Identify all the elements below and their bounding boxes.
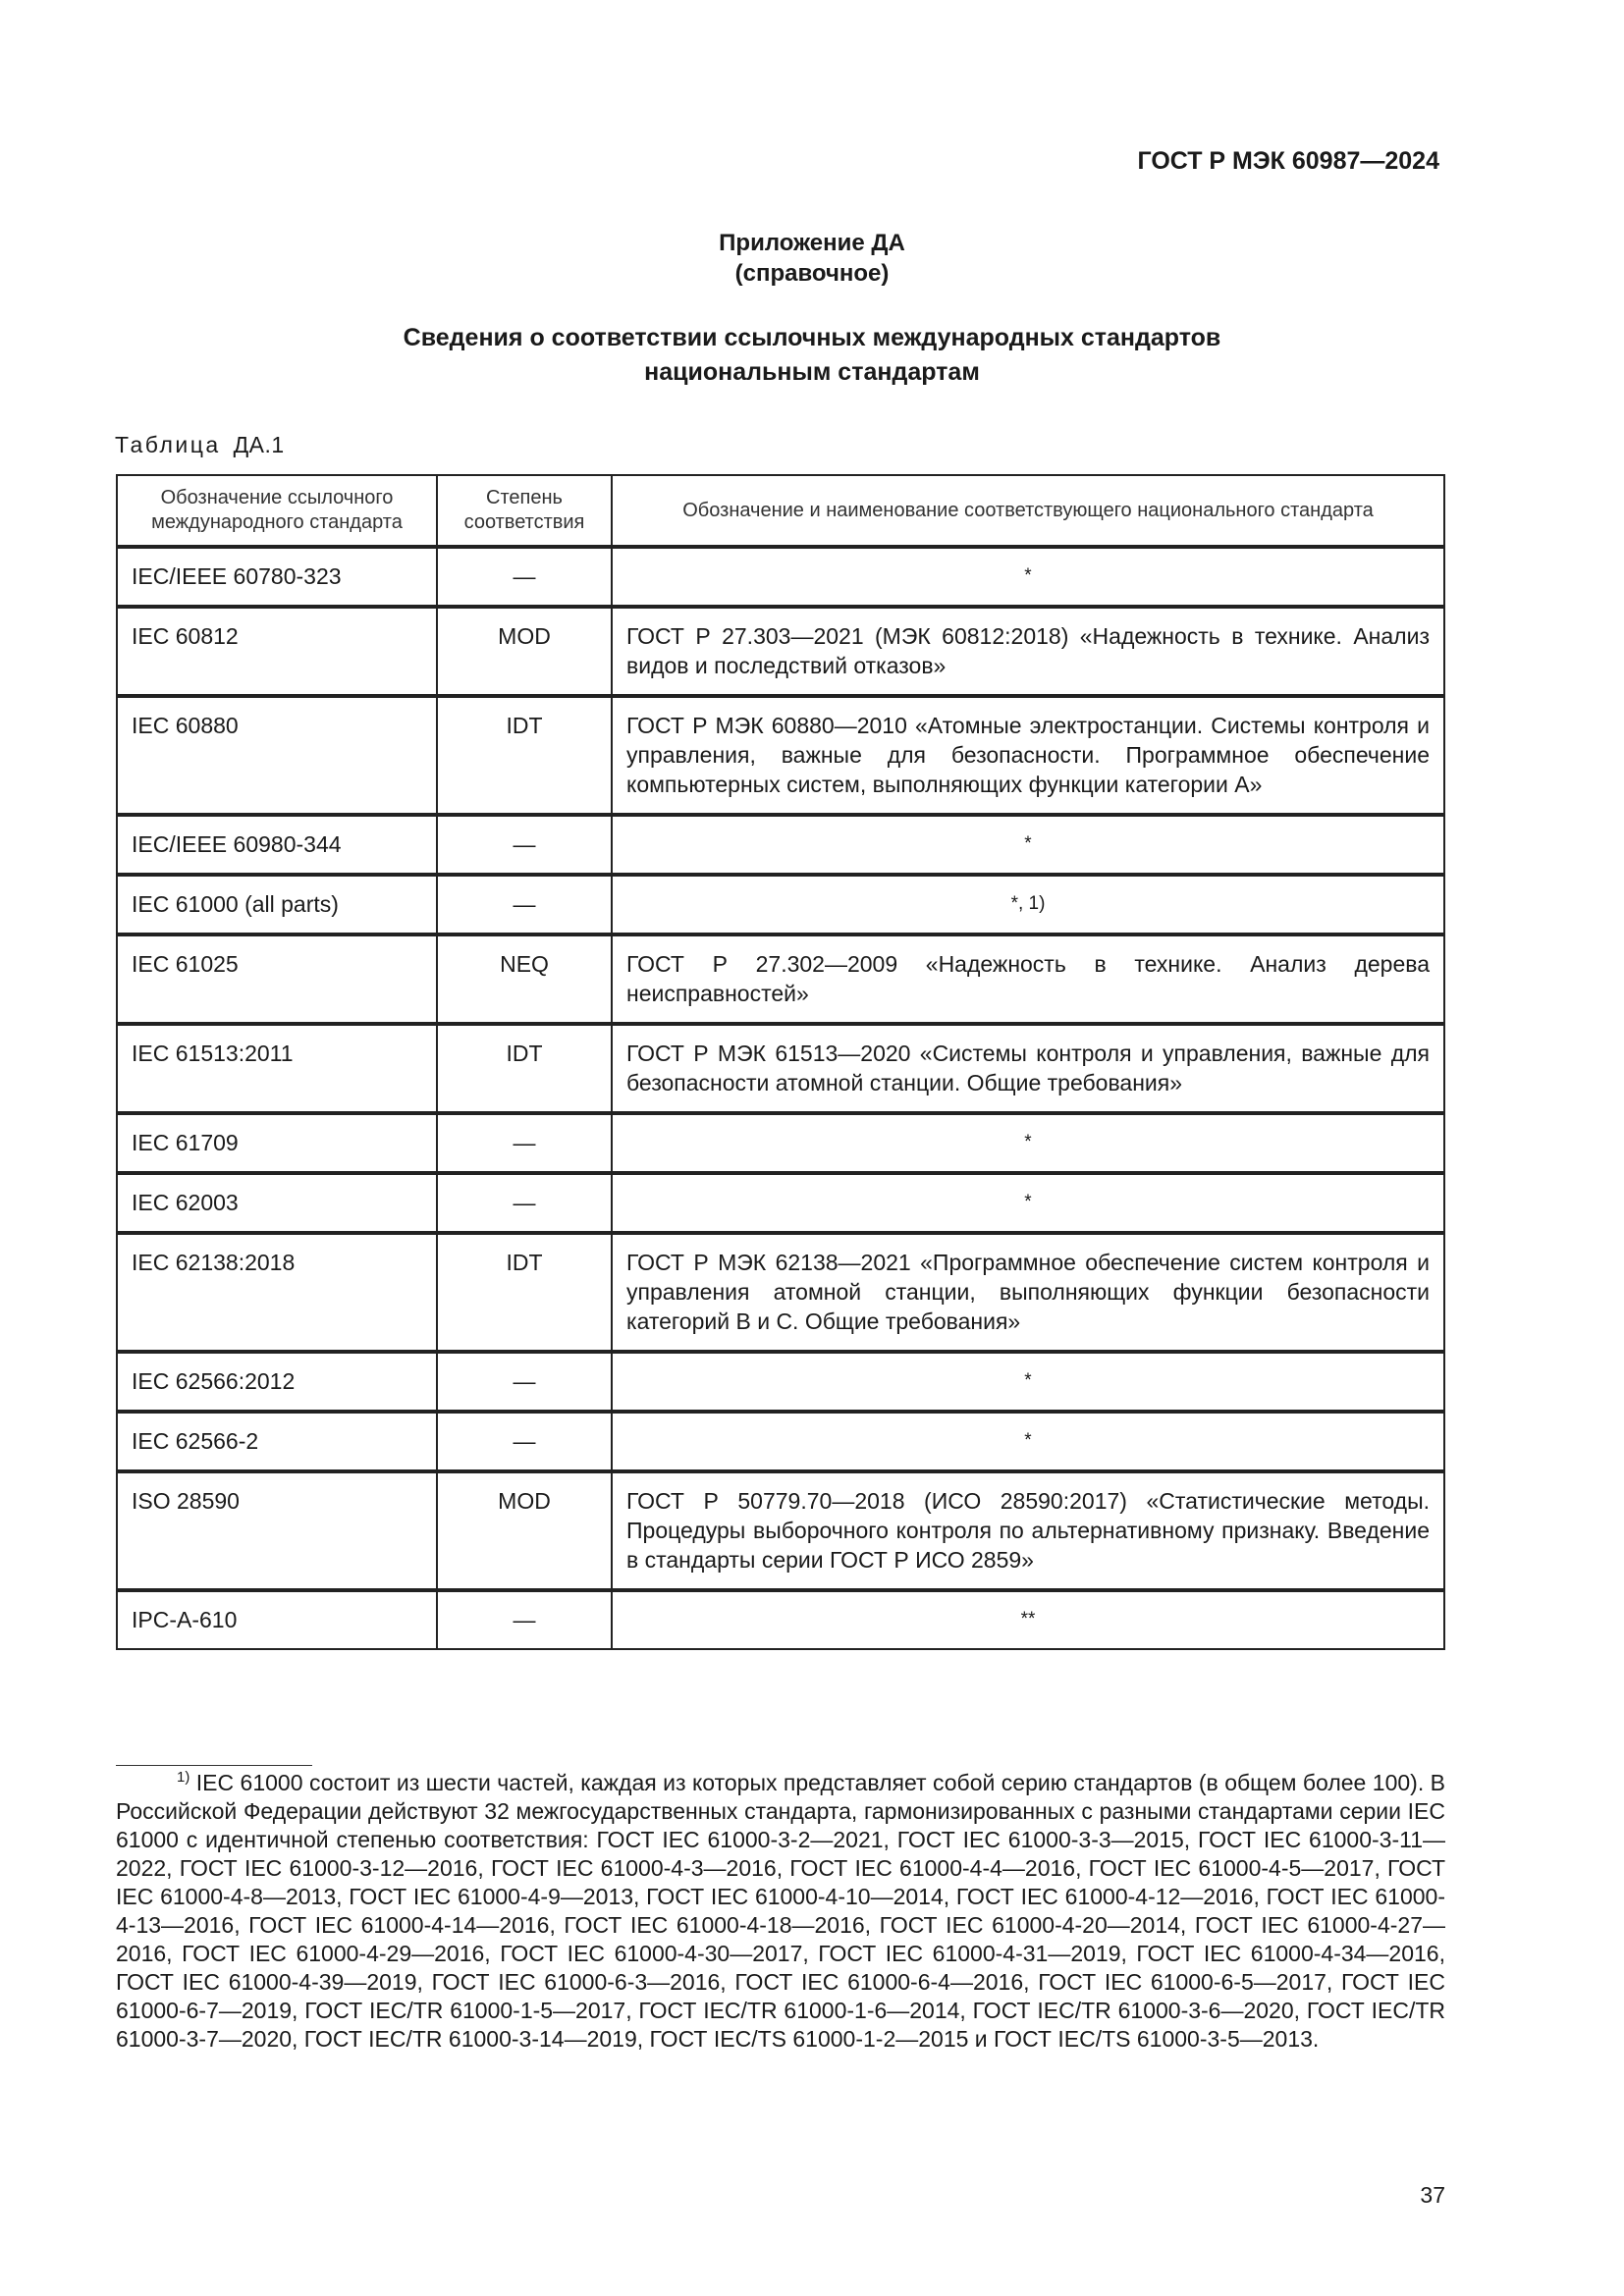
section-title-line-1: Сведения о соответствии ссылочных международных стандартов xyxy=(403,324,1221,351)
table-row xyxy=(117,1233,1444,1352)
table-row xyxy=(117,1173,1444,1233)
cell-national-standard: *, 1) xyxy=(612,875,1444,934)
cell-national-standard: * xyxy=(612,547,1444,607)
table-row xyxy=(117,1024,1444,1113)
cell-international-standard: IEC/IEEE 60780-323 xyxy=(117,547,437,607)
annex-heading xyxy=(0,228,1624,289)
table-body xyxy=(117,547,1444,1649)
table-row xyxy=(117,1590,1444,1649)
cell-national-standard: ГОСТ Р 50779.70—2018 (ИСО 28590:2017) «Статистические методы. Процедуры выборочного контроля по альтернативному признаку. Введение в стандарты серии ГОСТ Р ИСО 2859» xyxy=(612,1471,1444,1590)
cell-national-standard: ** xyxy=(612,1590,1444,1649)
cell-degree: — xyxy=(437,875,612,934)
table-row xyxy=(117,1352,1444,1412)
table-caption xyxy=(115,432,285,458)
cell-degree: — xyxy=(437,547,612,607)
footnote xyxy=(116,1769,1445,2054)
section-title-line-2: национальным стандартам xyxy=(644,358,980,386)
cell-national-standard: ГОСТ Р МЭК 60880—2010 «Атомные электростанции. Системы контроля и управления, важные для безопасности. Программное обеспечение компьютерных систем, выполняющих функции категории А» xyxy=(612,696,1444,815)
table-row xyxy=(117,1471,1444,1590)
table-row xyxy=(117,815,1444,875)
cell-degree: — xyxy=(437,815,612,875)
cell-degree: — xyxy=(437,1113,612,1173)
cell-national-standard: * xyxy=(612,1113,1444,1173)
cell-international-standard: IEC 62138:2018 xyxy=(117,1233,437,1352)
table-caption-number: ДА.1 xyxy=(233,432,285,457)
footnote-marker: 1) xyxy=(177,1769,190,1787)
cell-national-standard: ГОСТ Р 27.303—2021 (МЭК 60812:2018) «Надежность в технике. Анализ видов и последствий отказов» xyxy=(612,607,1444,696)
correspondence-table xyxy=(116,474,1445,1650)
cell-national-standard: * xyxy=(612,815,1444,875)
cell-degree: — xyxy=(437,1412,612,1471)
footnote-text: IEC 61000 состоит из шести частей, каждая из которых представляет собой серию стандартов (в общем более 100). В Российской Федерации действуют 32 межгосударственных стандарта, гармонизированных с разными стандартами серии IEC 61000 с идентичной степенью соответствия: ГОСТ IEC 61000-3-2—2021, ГОСТ IEC 61000-3-3—2015, ГОСТ IEC 61000-3-11—2022, ГОСТ IEC 61000-3-12—2016, ГОСТ IEC 61000-4-3—2016, ГОСТ IEC 61000-4-4—2016, ГОСТ IEC 61000-4-5—2017, ГОСТ IEC 61000-4-8—2013, ГОСТ IEC 61000-4-9—2013, ГОСТ IEC 61000-4-10—2014, ГОСТ IEC 61000-4-12—2016, ГОСТ IEC 61000-4-13—2016, ГОСТ IEC 61000-4-14—2016, ГОСТ IEC 61000-4-18—2016, ГОСТ IEC 61000-4-20—2014, ГОСТ IEC 61000-4-27—2016, ГОСТ IEC 61000-4-29—2016, ГОСТ IEC 61000-4-30—2017, ГОСТ IEC 61000-4-31—2019, ГОСТ IEC 61000-4-34—2016, ГОСТ IEC 61000-4-39—2019, ГОСТ IEC 61000-6-3—2016, ГОСТ IEC 61000-6-4—2016, ГОСТ IEC 61000-6-5—2017, ГОСТ IEC 61000-6-7—2019, ГОСТ IEC/TR 61000-1-5—2017, ГОСТ IEC/TR 61000-1-6—2014, ГОСТ IEC/TR 61000-3-6—2020, ГОСТ IEC/TR 61000-3-7—2020, ГОСТ IEC/TR 61000-3-14—2019, ГОСТ IEC/TS 61000-1-2—2015 и ГОСТ IEC/TS 61000-3-5—2013. xyxy=(116,1770,1445,2052)
cell-national-standard: * xyxy=(612,1173,1444,1233)
cell-degree: IDT xyxy=(437,696,612,815)
table-row xyxy=(117,1113,1444,1173)
cell-degree: NEQ xyxy=(437,934,612,1024)
header-national-standard: Обозначение и наименование соответствующего национального стандарта xyxy=(612,475,1444,547)
table-row xyxy=(117,875,1444,934)
cell-international-standard: IEC/IEEE 60980-344 xyxy=(117,815,437,875)
cell-degree: — xyxy=(437,1352,612,1412)
cell-international-standard: ISO 28590 xyxy=(117,1471,437,1590)
cell-international-standard: IEC 60880 xyxy=(117,696,437,815)
cell-national-standard: * xyxy=(612,1352,1444,1412)
table-row xyxy=(117,934,1444,1024)
table-row xyxy=(117,1412,1444,1471)
cell-degree: IDT xyxy=(437,1233,612,1352)
cell-international-standard: IEC 62566:2012 xyxy=(117,1352,437,1412)
table-caption-label: Таблица xyxy=(115,432,221,457)
cell-national-standard: ГОСТ Р МЭК 61513—2020 «Системы контроля и управления, важные для безопасности атомной станции. Общие требования» xyxy=(612,1024,1444,1113)
cell-international-standard: IEC 61025 xyxy=(117,934,437,1024)
cell-degree: MOD xyxy=(437,1471,612,1590)
cell-degree: MOD xyxy=(437,607,612,696)
cell-degree: — xyxy=(437,1173,612,1233)
cell-national-standard: * xyxy=(612,1412,1444,1471)
cell-international-standard: IEC 61709 xyxy=(117,1113,437,1173)
cell-degree: IDT xyxy=(437,1024,612,1113)
document-code-header: ГОСТ Р МЭК 60987—2024 xyxy=(1137,147,1439,175)
cell-degree: — xyxy=(437,1590,612,1649)
annex-subtitle: (справочное) xyxy=(734,260,890,287)
header-degree: Степень соответствия xyxy=(437,475,612,547)
cell-international-standard: IEC 60812 xyxy=(117,607,437,696)
cell-international-standard: IEC 61513:2011 xyxy=(117,1024,437,1113)
cell-international-standard: IEC 62566-2 xyxy=(117,1412,437,1471)
cell-national-standard: ГОСТ Р МЭК 62138—2021 «Программное обеспечение систем контроля и управления атомной станции, выполняющих функции безопасности категорий В и С. Общие требования» xyxy=(612,1233,1444,1352)
cell-national-standard: ГОСТ Р 27.302—2009 «Надежность в технике. Анализ дерева неисправностей» xyxy=(612,934,1444,1024)
cell-international-standard: IEC 61000 (all parts) xyxy=(117,875,437,934)
table-header-row xyxy=(117,475,1444,547)
table-row xyxy=(117,696,1444,815)
annex-title: Приложение ДА xyxy=(719,230,905,256)
footnote-divider xyxy=(116,1765,312,1766)
table-row xyxy=(117,547,1444,607)
cell-international-standard: IPC-A-610 xyxy=(117,1590,437,1649)
section-title xyxy=(0,321,1624,390)
page-number: 37 xyxy=(1420,2182,1445,2208)
table-row xyxy=(117,607,1444,696)
cell-international-standard: IEC 62003 xyxy=(117,1173,437,1233)
header-international-standard: Обозначение ссылочного международного стандарта xyxy=(117,475,437,547)
